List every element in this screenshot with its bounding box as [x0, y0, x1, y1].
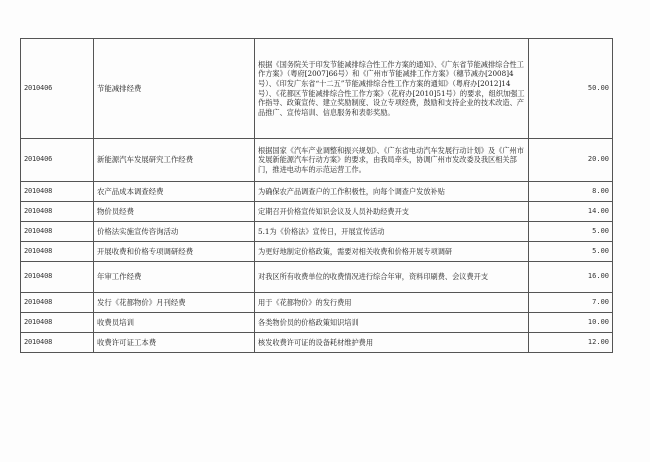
table-row — [21, 222, 613, 242]
table-row — [21, 202, 613, 222]
table-row — [21, 333, 613, 353]
project-name-cell: 开展收费和价格专项调研经费 — [94, 242, 255, 262]
description-cell: 对我区所有收费单位的收费情况进行综合年审，资料印刷费、会议费开支 — [255, 262, 529, 293]
amount-cell: 7.00 — [529, 293, 613, 313]
subject-code-cell: 2010408 — [21, 293, 94, 313]
description-cell: 用于《花都物价》的发行费用 — [255, 293, 529, 313]
description-cell: 为更好地制定价格政策，需要对相关收费和价格开展专项调研 — [255, 242, 529, 262]
project-name-cell: 收费员培训 — [94, 313, 255, 333]
project-name-cell: 发行《花都物价》月刊经费 — [94, 293, 255, 313]
project-name-cell: 收费许可证工本费 — [94, 333, 255, 353]
description-cell: 根据《国务院关于印发节能减排综合性工作方案的通知》、《广东省节能减排综合性工作方案》（粤府[2007]66号）和《广州市节能减排工作方案》（穗节减办[2008]4号）、《印发广东省“十二五”节能减排综合性工作方案的通知》（粤府办[2012]14号）、《花都区节能减排综合性工作方案》（花府办[2010]51号）的要求，组织加强工作指导、政策宣传、建立奖励制度、设立专项经费，鼓励和支持企业的技术改造、产品推广、宣传培训、信息服务和表彰奖励。 — [255, 39, 529, 139]
subject-code-cell: 2010406 — [21, 139, 94, 182]
amount-cell: 50.00 — [529, 39, 613, 139]
subject-code-cell: 2010408 — [21, 202, 94, 222]
table-row — [21, 182, 613, 202]
budget-table — [20, 38, 613, 353]
description-cell: 各类物价员的价格政策知识培训 — [255, 313, 529, 333]
subject-code-cell: 2010408 — [21, 182, 94, 202]
subject-code-cell: 2010408 — [21, 222, 94, 242]
amount-cell: 8.00 — [529, 182, 613, 202]
amount-cell: 10.00 — [529, 313, 613, 333]
table-row — [21, 39, 613, 139]
project-name-cell: 新能源汽车发展研究工作经费 — [94, 139, 255, 182]
description-cell: 根据国家《汽车产业调整和振兴规划》、《广东省电动汽车发展行动计划》及《广州市发展新能源汽车行动方案》的要求，由我局牵头，协调广州市发改委及我区相关部门，推进电动车的示范运营工作。 — [255, 139, 529, 182]
subject-code-cell: 2010408 — [21, 262, 94, 293]
project-name-cell: 物价员经费 — [94, 202, 255, 222]
amount-cell: 5.00 — [529, 222, 613, 242]
subject-code-cell: 2010406 — [21, 39, 94, 139]
subject-code-cell: 2010408 — [21, 313, 94, 333]
description-cell: 核发收费许可证的设备耗材维护费用 — [255, 333, 529, 353]
project-name-cell: 年审工作经费 — [94, 262, 255, 293]
table-row — [21, 313, 613, 333]
project-name-cell: 节能减排经费 — [94, 39, 255, 139]
description-cell: 为确保农产品调查户的工作积极性，向每个调查户发放补贴 — [255, 182, 529, 202]
subject-code-cell: 2010408 — [21, 242, 94, 262]
amount-cell: 5.00 — [529, 242, 613, 262]
amount-cell: 12.00 — [529, 333, 613, 353]
table-row — [21, 293, 613, 313]
amount-cell: 14.00 — [529, 202, 613, 222]
amount-cell: 20.00 — [529, 139, 613, 182]
project-name-cell: 农产品成本调查经费 — [94, 182, 255, 202]
amount-cell: 16.00 — [529, 262, 613, 293]
table-row — [21, 139, 613, 182]
table-row — [21, 242, 613, 262]
description-cell: 定期召开价格宣传知识会议及人员补助经费开支 — [255, 202, 529, 222]
description-cell: 5.1为《价格法》宣传日，开展宣传活动 — [255, 222, 529, 242]
project-name-cell: 价格法实施宣传咨询活动 — [94, 222, 255, 242]
table-row — [21, 262, 613, 293]
subject-code-cell: 2010408 — [21, 333, 94, 353]
